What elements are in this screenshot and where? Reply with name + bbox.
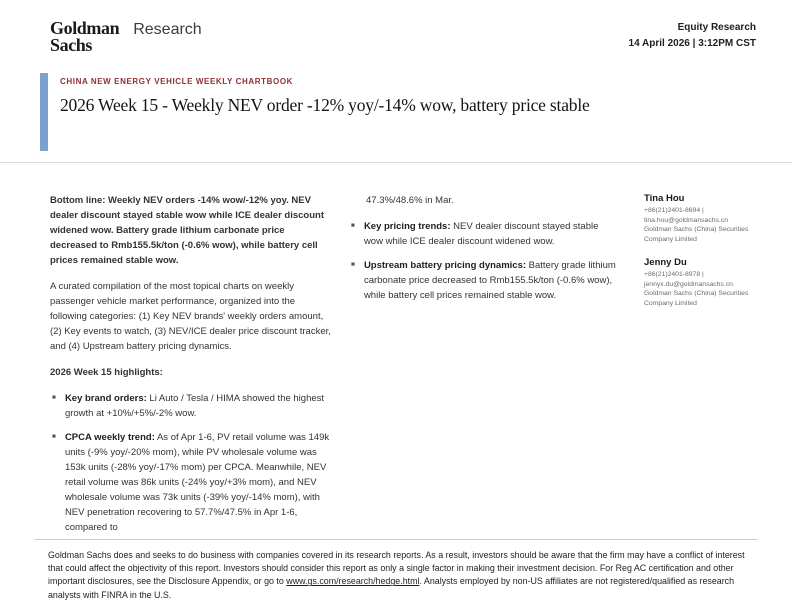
author-firm: Goldman Sachs (China) Securities Company Limited xyxy=(644,290,749,307)
bullet-key-brand-orders xyxy=(50,391,334,421)
bullet-text xyxy=(65,430,334,535)
author-name: Tina Hou xyxy=(644,193,685,205)
bullet-label: Key pricing trends: xyxy=(363,221,451,233)
series-eyebrow: CHINA NEW ENERGY VEHICLE WEEKLY CHARTBOOK xyxy=(60,77,294,87)
publication-meta xyxy=(629,20,756,51)
highlights-heading: 2026 Week 15 highlights: xyxy=(50,367,163,379)
author-name: Jenny Du xyxy=(644,257,687,269)
bullet-square-icon: ■ xyxy=(52,433,56,441)
publication-type: Equity Research xyxy=(677,22,756,33)
bullet-text xyxy=(65,391,334,421)
masthead-text xyxy=(48,73,590,151)
author-card-tina-hou xyxy=(644,193,756,244)
bullet-text xyxy=(364,258,617,303)
bullet-label: CPCA weekly trend: xyxy=(64,432,155,444)
publication-datetime: 14 April 2026 | 3:12PM CST xyxy=(628,37,756,49)
column-2 xyxy=(349,193,617,544)
author-phone: +86(21)2401-8978 | xyxy=(644,271,704,279)
bullet-label: Key brand orders: xyxy=(64,393,147,405)
bullet-square-icon: ■ xyxy=(52,394,56,402)
body-columns xyxy=(0,163,792,544)
report-title: 2026 Week 15 - Weekly NEV order -12% yoy/-14% wow, battery price stable xyxy=(60,95,590,116)
bullet-upstream-battery-pricing xyxy=(349,258,617,303)
overview-paragraph: A curated compilation of the most topical charts on weekly passenger vehicle market performance, organized into the following categories: (1) Key NEV brands' weekly orders amount, (2) Key events to watch, (3) NEV/ICE dealer price discount tracker, and (4) Upstream battery pricing dynamics. xyxy=(50,281,331,353)
disclaimer-pre: Goldman Sachs does and seeks to do business with companies covered in its research reports. As a result, investors should be aware that the firm may have a conflict of interest that could affect the objectivity of this report. Investors should consider this report as only a single factor in making their investment decision. For Reg AC certification and other important disclosures, see the Disclosure Appendix, or go to xyxy=(48,549,745,587)
bullet-key-pricing-trends xyxy=(349,219,617,249)
disclaimer-text xyxy=(0,540,792,602)
bullet-body: Battery grade lithium carbonate price decreased to Rmb155.5k/ton (-0.6% wow), while battery cell prices remained stable wow. xyxy=(363,260,616,302)
bullet-label: Upstream battery pricing dynamics: xyxy=(363,260,527,272)
author-phone: +86(21)2401-8694 | xyxy=(644,207,704,215)
disclaimer-post: . Analysts employed by non-US affiliates are not registered/qualified as research analysts with FINRA in the U.S. xyxy=(48,576,735,600)
logo-line-2: Sachs xyxy=(50,34,93,55)
author-firm: Goldman Sachs (China) Securities Company Limited xyxy=(644,226,749,243)
goldman-sachs-logo xyxy=(50,20,119,53)
logo-line-1: Goldman xyxy=(50,18,120,38)
bullet-cpca-weekly-trend xyxy=(50,430,334,535)
top-bar xyxy=(0,0,792,53)
disclosure-link[interactable]: www.gs.com/research/hedge.html xyxy=(286,576,420,587)
bullet-square-icon: ■ xyxy=(351,222,355,230)
bullet-text xyxy=(364,219,617,249)
bottom-line-paragraph: Bottom line: Weekly NEV orders -14% wow/-12% yoy. NEV dealer discount stayed stable wow while ICE dealer discount widened wow. Battery grade lithium carbonate price decreased to Rmb155.5k/ton (-0.6% wow), while battery cell prices remained stable wow. xyxy=(50,195,324,267)
masthead xyxy=(40,73,756,151)
brand-block xyxy=(50,20,202,53)
research-division-label: Research xyxy=(133,21,202,38)
bullet-body: As of Apr 1-6, PV retail volume was 149k units (-9% yoy/-20% mom), while PV wholesale volume was 153k units (-28% yoy/-17% mom) per CPCA. Meanwhile, NEV retail volume was 86k units (-24% yoy/+3% mom), and NEV wholesale volume was 73k units (-39% yoy/-14% mom), with NEV penetration recovering to 57.7%/47.5% in Apr 1-6, compared to xyxy=(64,432,330,534)
authors-column xyxy=(632,193,756,544)
bullet-continuation: 47.3%/48.6% in Mar. xyxy=(366,195,454,207)
bullet-body: Li Auto / Tesla / HIMA showed the highest growth at +10%/+5%/-2% wow. xyxy=(64,393,325,420)
bullet-body: NEV dealer discount stayed stable wow while ICE dealer discount widened wow. xyxy=(363,221,599,248)
author-email: jennyx.du@goldmansachs.cn xyxy=(644,280,733,288)
author-email: tina.hou@goldmansachs.cn xyxy=(644,216,728,224)
column-1 xyxy=(50,193,334,544)
footer xyxy=(0,539,792,602)
bullet-square-icon: ■ xyxy=(351,261,355,269)
author-card-jenny-du xyxy=(644,257,756,308)
accent-bar xyxy=(40,73,48,151)
